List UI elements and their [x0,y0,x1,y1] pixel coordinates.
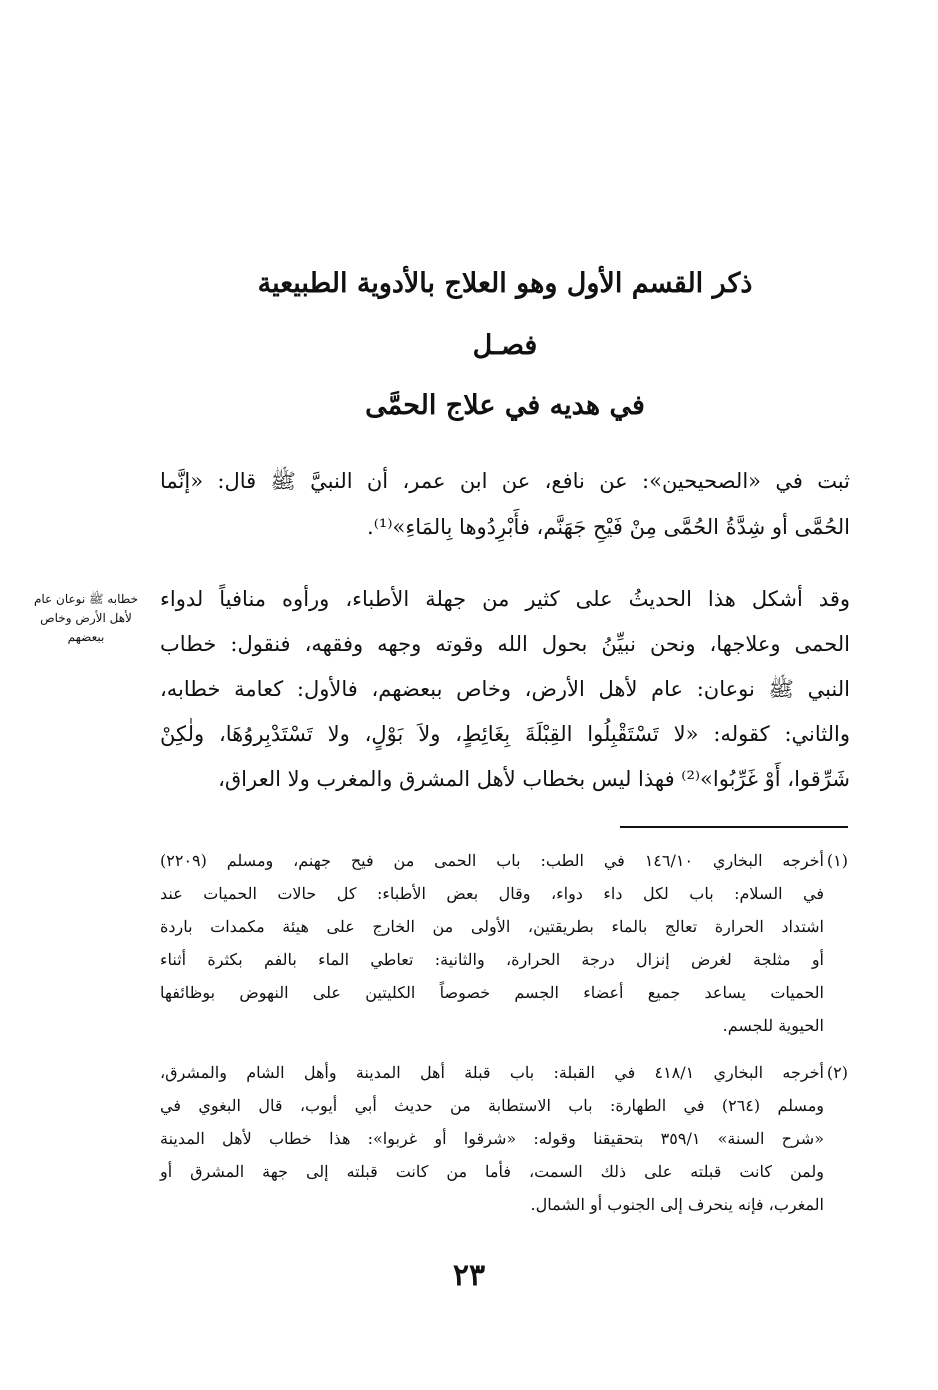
margin-note: خطابه ﷺ نوعان عام لأهل الأرض وخاص ببعضهم [33,592,139,644]
text-line: شَرِّقوا، أَوْ غَرِّبُوا»⁽²⁾ فهذا ليس بخطاب لأهل المشرق والمغرب ولا العراق، [218,767,850,791]
footnote-line: ولمن كانت قبلته على ذلك السمت، فأما من كانت قبلته إلى جهة المشرق أو [160,1162,824,1181]
chapter-label: فصـل [472,330,538,361]
footnote-line: «شرح السنة» ٣٥٩/١ بتحقيقنا وقوله: «شرقوا أو غربوا»: هذا خطاب لأهل المدينة [160,1129,825,1148]
page-number: ٢٣ [452,1258,486,1293]
footnote-line: أو مثلجة لغرض إنزال درجة الحرارة، والثانية: تعاطي الماء بالفم بكثرة أثناء [160,950,824,969]
footnote-line: اشتداد الحرارة تعالج بالماء بطريقتين، الأولى من الخارج على هيئة مكمدات باردة [160,917,824,936]
section-title: ذكر القسم الأول وهو العلاج بالأدوية الطبيعية [257,268,753,299]
footnote-line: ومسلم (٢٦٤) في الطهارة: باب الاستطابة من حديث أبي أيوب، قال البغوي في [160,1096,824,1115]
text-line: الحمى وعلاجها، ونحن نبيِّنُ بحول الله وقوته وجهه وفقهه، فنقول: خطاب [160,632,850,656]
footnote-line: المغرب، فإنه ينحرف إلى الجنوب أو الشمال. [530,1195,824,1214]
footnote-number: (٢) [826,1063,848,1082]
text-line: والثاني: كقوله: «لا تَسْتَقْبِلُوا القِبْلَةَ بِغَائِطٍ، ولاَ بَوْلٍ، ولا تَسْتَدْبِروُهَا، ولٰكِنْ [160,722,850,746]
footnote-number: (١) [826,851,848,870]
footnote-divider [620,826,848,828]
chapter-subtitle: في هديه في علاج الحمَّى [365,390,645,421]
text-line: النبي ﷺ نوعان: عام لأهل الأرض، وخاص ببعضهم، فالأول: كعامة خطابه، [160,677,850,701]
footnote-line: الحميات يساعد جميع أعضاء الجسم خصوصاً الكليتين على النهوض بوظائفها [160,983,824,1002]
text-line: الحُمَّى أو شِدَّةُ الحُمَّى مِنْ فَيْحِ جَهَنَّم، فأَبْرِدُوها بِالمَاءِ»⁽¹⁾. [367,515,850,539]
footnote-line: أخرجه البخاري ٤١٨/١ في القبلة: باب قبلة أهل المدينة وأهل الشام والمشرق، [160,1063,825,1082]
text-line: ثبت في «الصحيحين»: عن نافع، عن ابن عمر، أن النبيَّ ﷺ قال: «إنَّما [160,469,850,493]
footnote-line: أخرجه البخاري ١٤٦/١٠ في الطب: باب الحمى من فيح جهنم، ومسلم (٢٢٠٩) [160,851,825,870]
text-line: وقد أشكل هذا الحديثُ على كثير من جهلة الأطباء، ورأوه منافياً لدواء [160,587,850,611]
footnote-line: الحيوية للجسم. [722,1016,824,1035]
footnote-line: في السلام: باب لكل داء دواء، وقال بعض الأطباء: كل حالات الحميات عند [160,884,824,903]
